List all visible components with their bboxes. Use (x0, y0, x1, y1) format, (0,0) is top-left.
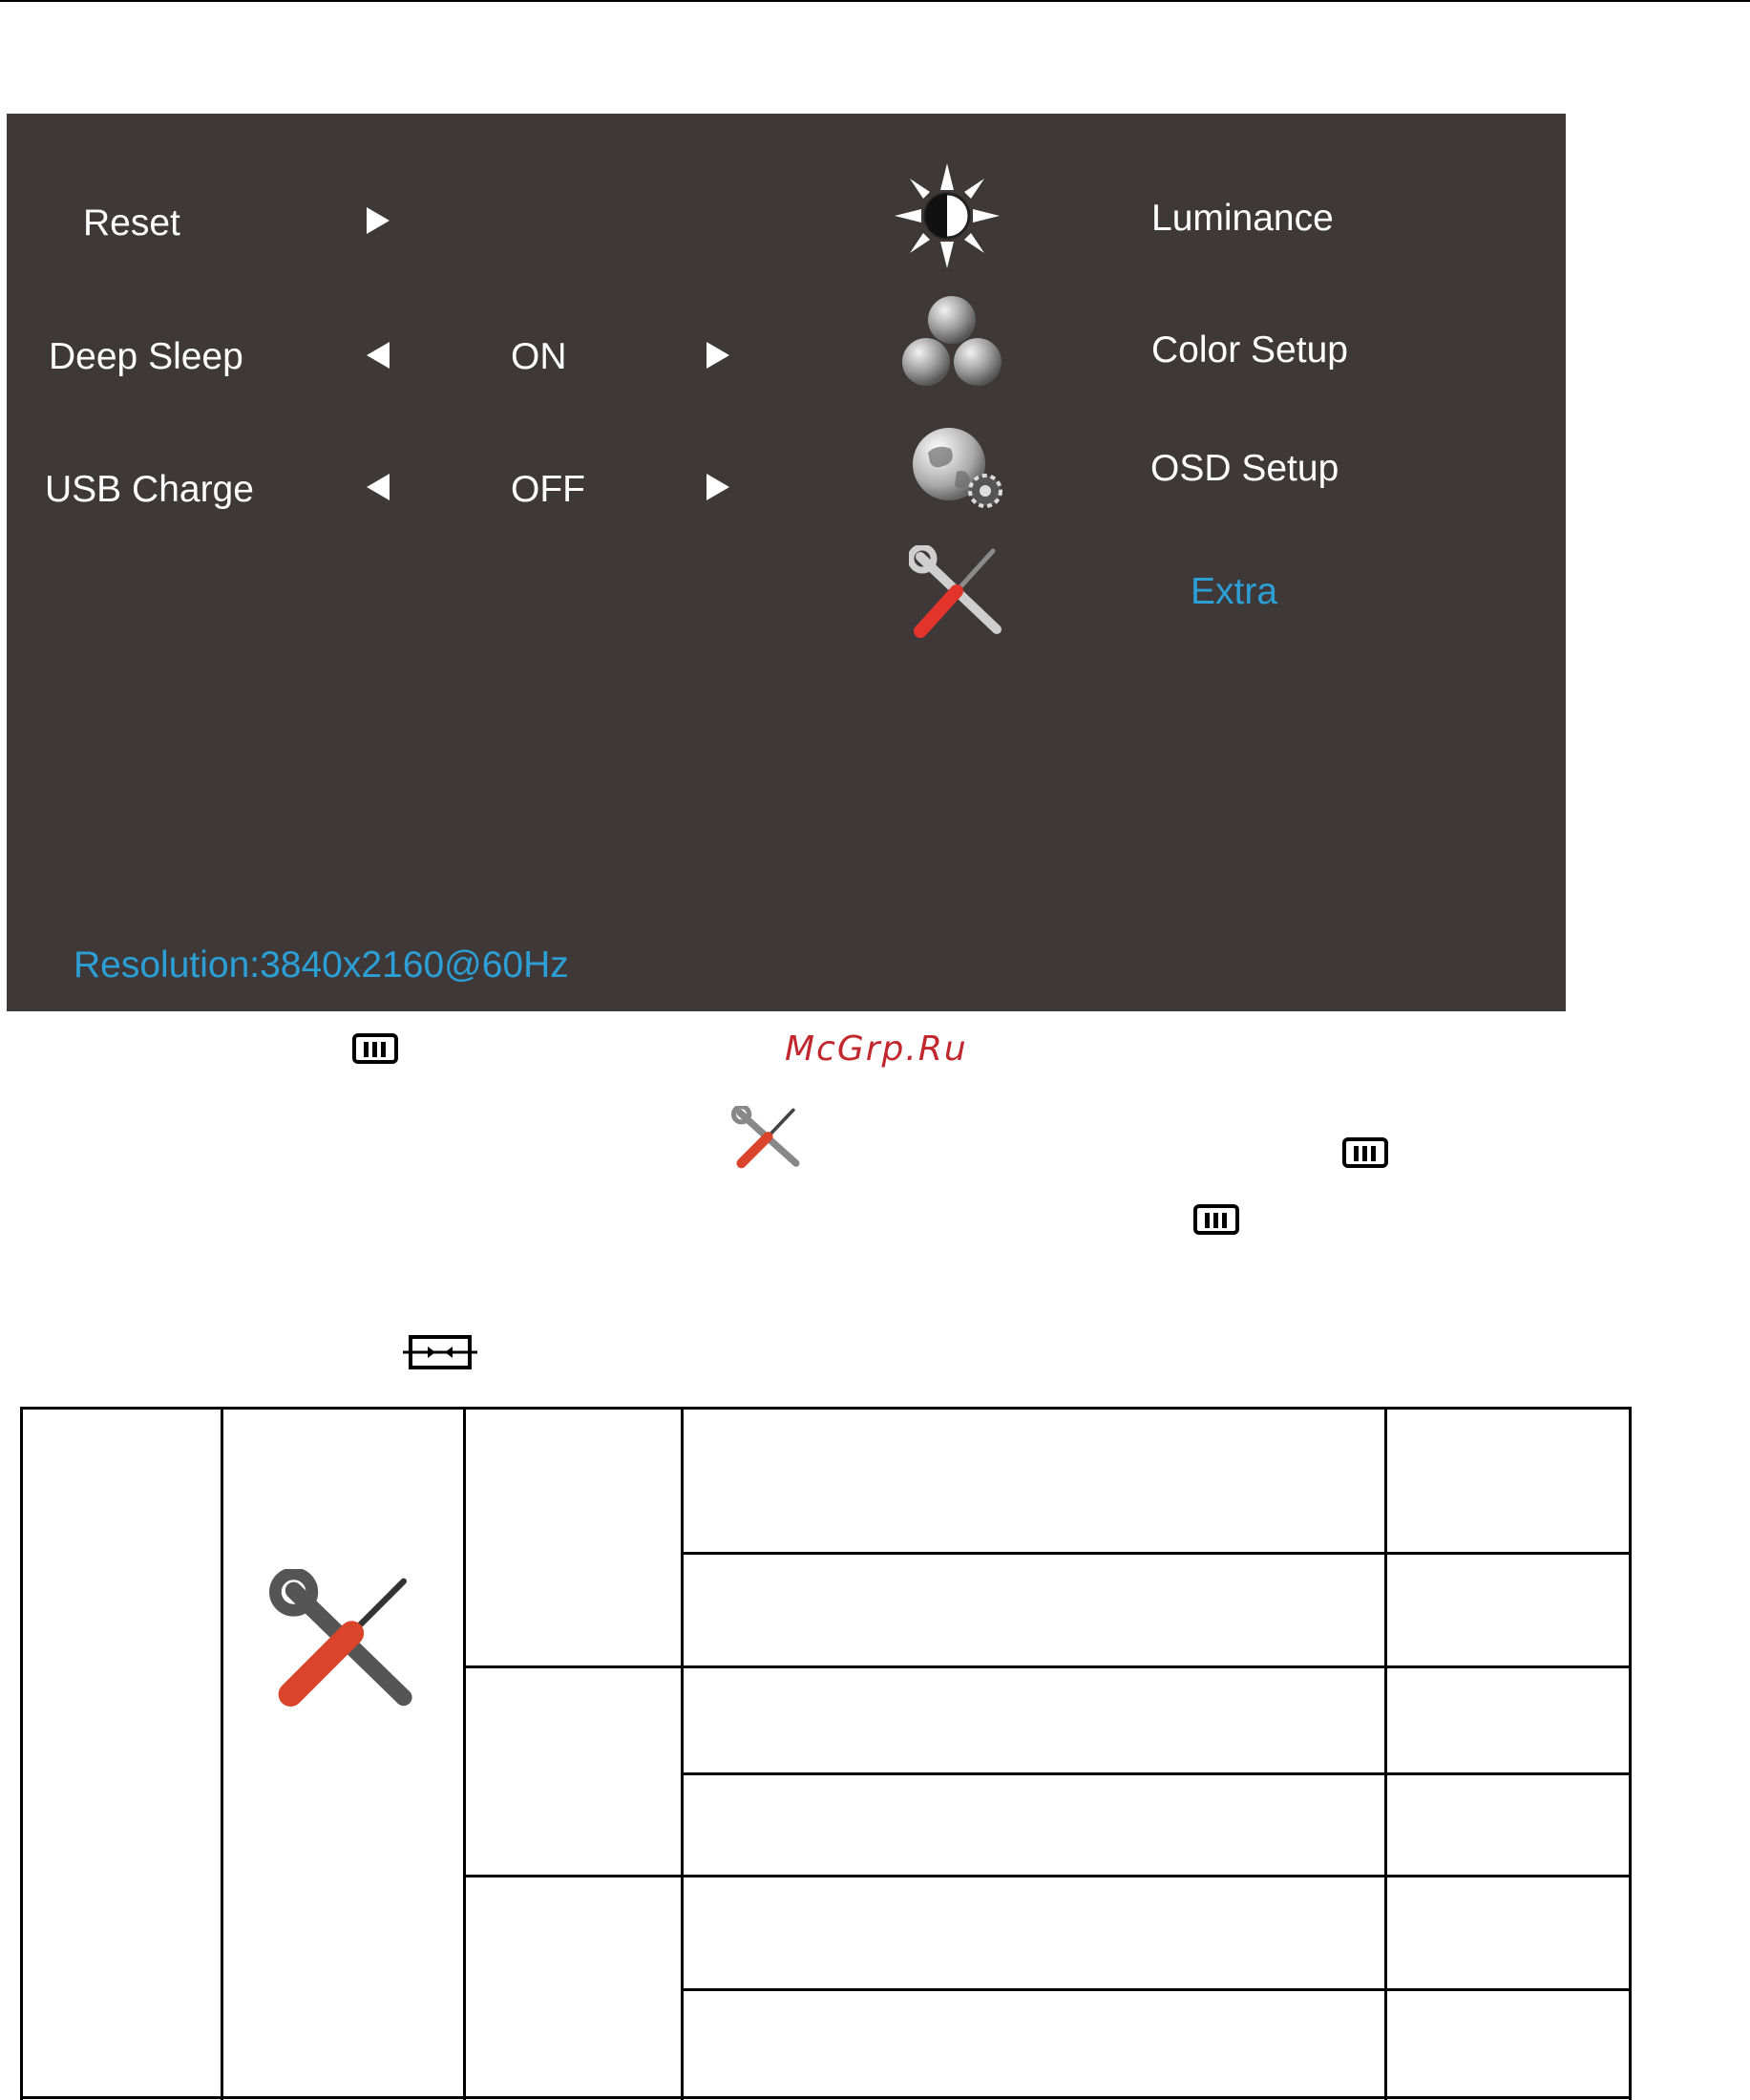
osd-panel (7, 114, 1566, 1011)
usb-charge-arrow-right[interactable] (706, 474, 729, 500)
table-row-divider (463, 1875, 1632, 1877)
menu-item-color-setup[interactable]: Color Setup (1151, 329, 1348, 371)
table-column-divider (681, 1407, 684, 2100)
table-column-divider (1384, 1407, 1387, 2100)
menu-item-luminance[interactable]: Luminance (1151, 198, 1334, 239)
osd-setup-icon[interactable] (909, 424, 1014, 520)
menu-key-icon (1342, 1137, 1388, 1168)
menu-key-icon (1193, 1204, 1239, 1235)
top-rule (0, 0, 1750, 2)
usb-charge-arrow-left[interactable] (367, 474, 390, 500)
setting-label-reset: Reset (83, 202, 180, 244)
watermark: McGrp.Ru (785, 1029, 968, 1069)
auto-adjust-icon (403, 1333, 477, 1371)
table-row-divider (681, 1988, 1632, 1991)
resolution-info: Resolution:3840x2160@60Hz (74, 944, 569, 986)
table-border-right (1629, 1407, 1632, 2100)
table-border-bottom (20, 2096, 1632, 2099)
luminance-icon[interactable] (895, 163, 1000, 268)
menu-item-osd-setup[interactable]: OSD Setup (1150, 448, 1339, 489)
deep-sleep-value: ON (511, 336, 567, 377)
extra-tools-icon (731, 1106, 802, 1169)
table-row-divider (681, 1552, 1632, 1555)
setting-label-deep-sleep: Deep Sleep (49, 336, 243, 377)
deep-sleep-arrow-left[interactable] (367, 342, 390, 369)
color-setup-icon[interactable] (899, 293, 1004, 389)
table-border-left (20, 1407, 23, 2100)
menu-key-icon (352, 1033, 398, 1064)
table-row-divider (681, 1772, 1632, 1775)
usb-charge-value: OFF (511, 469, 585, 510)
menu-item-extra[interactable]: Extra (1191, 571, 1278, 612)
table-column-divider (463, 1407, 466, 2100)
deep-sleep-arrow-right[interactable] (706, 342, 729, 369)
reset-arrow-right[interactable] (367, 207, 390, 234)
extra-tools-icon[interactable] (909, 545, 1004, 641)
table-border-top (20, 1407, 1632, 1410)
setting-label-usb-charge: USB Charge (45, 469, 254, 510)
table-row-divider (463, 1665, 1632, 1668)
table-column-divider (221, 1407, 223, 2100)
extra-tools-icon (269, 1569, 422, 1722)
